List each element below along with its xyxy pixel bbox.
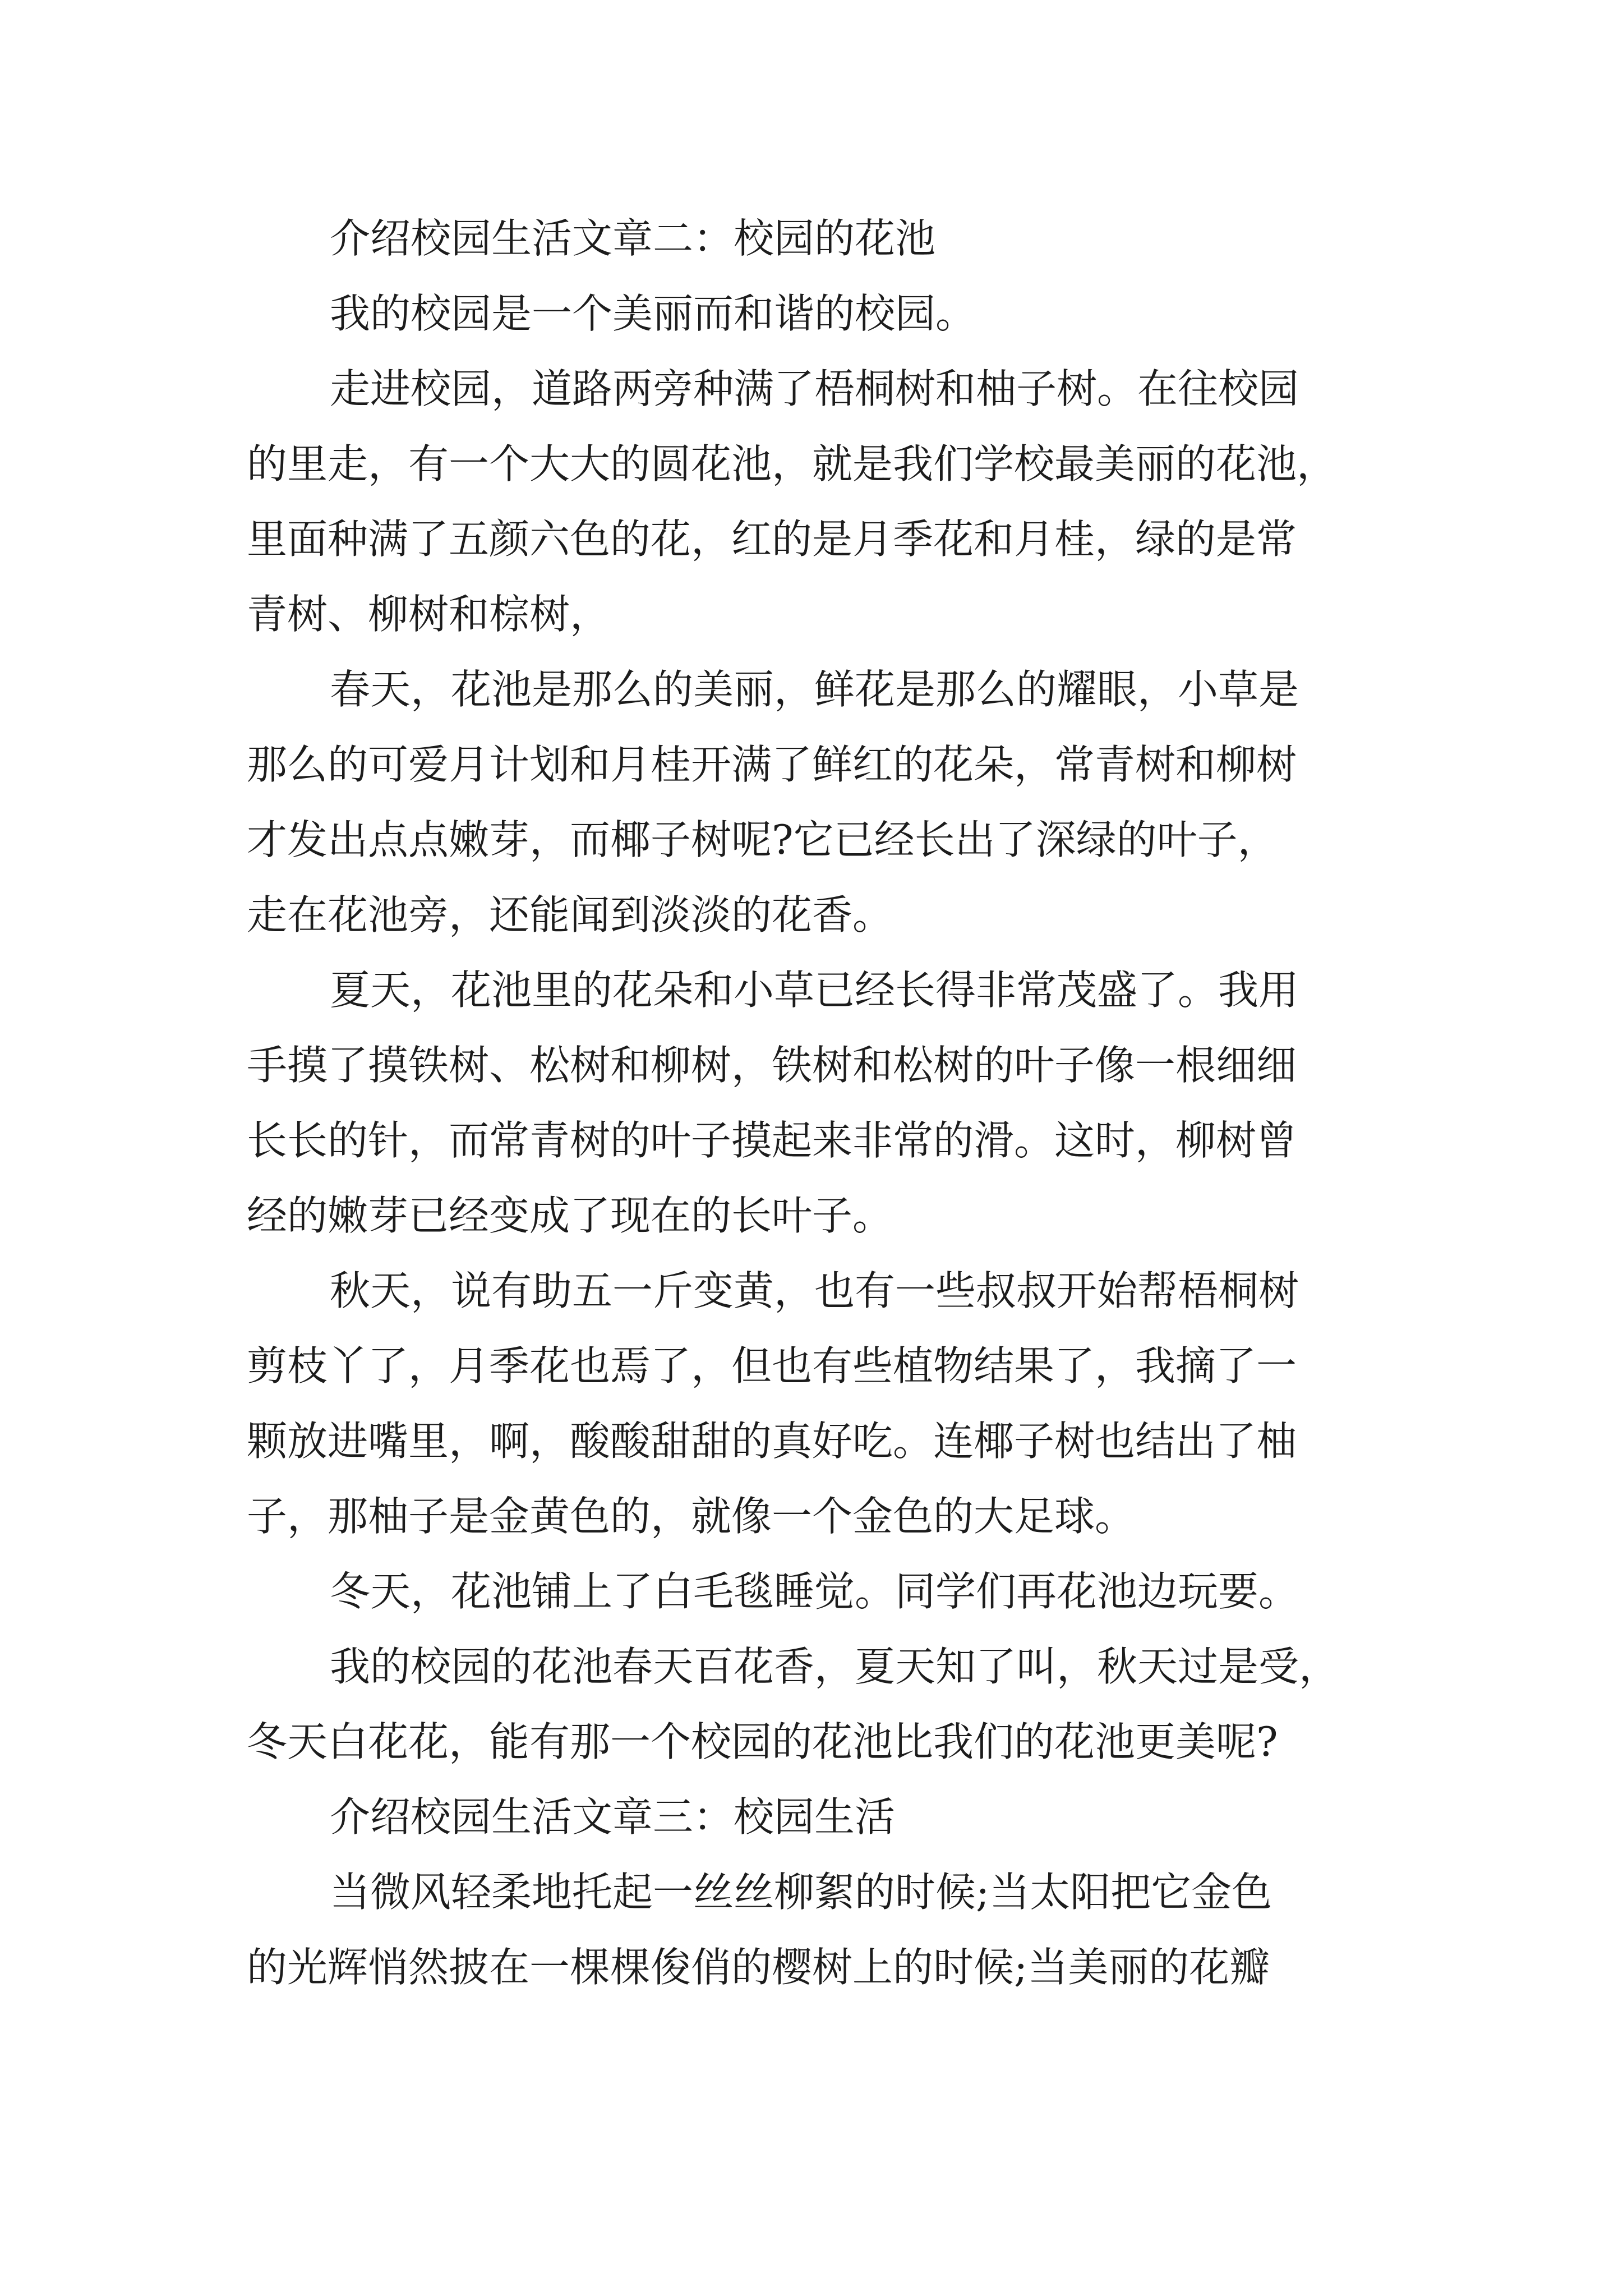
paragraph-line: 冬天白花花，能有那一个校园的花池比我们的花池更美呢? <box>247 1718 1278 1765</box>
paragraph-line: 手摸了摸铁树、松树和柳树，铁树和松树的叶子像一根细细 <box>247 1042 1297 1089</box>
paragraph-line: 春天，花池是那么的美丽，鲜花是那么的耀眼，小草是 <box>330 666 1299 713</box>
paragraph-line: 剪枝丫了，月季花也焉了，但也有些植物结果了，我摘了一 <box>247 1342 1297 1389</box>
paragraph-line: 的里走，有一个大大的圆花池，就是我们学校最美丽的花池， <box>247 440 1338 487</box>
article-heading-3: 介绍校园生活文章三：校园生活 <box>330 1793 896 1841</box>
paragraph-line: 经的嫩芽已经变成了现在的长叶子。 <box>247 1192 893 1239</box>
article-body <box>247 201 1391 2005</box>
paragraph-line: 才发出点点嫩芽，而椰子树呢?它已经长出了深绿的叶子， <box>247 816 1278 863</box>
article-heading-2: 介绍校园生活文章二：校园的花池 <box>330 215 936 262</box>
paragraph-line: 的光辉悄然披在一棵棵俊俏的樱树上的时候;当美丽的花瓣 <box>247 1944 1270 1991</box>
paragraph-line: 秋天，说有助五一斤变黄，也有一些叔叔开始帮梧桐树 <box>330 1267 1299 1314</box>
paragraph-line: 那么的可爱月计划和月桂开满了鲜红的花朵，常青树和柳树 <box>247 741 1297 788</box>
paragraph-line: 我的校园的花池春天百花香，夏天知了叫，秋天过是受， <box>330 1643 1340 1690</box>
paragraph-line: 里面种满了五颜六色的花，红的是月季花和月桂，绿的是常 <box>247 516 1297 563</box>
paragraph-line: 颗放进嘴里，啊，酸酸甜甜的真好吃。连椰子树也结出了柚 <box>247 1418 1297 1465</box>
paragraph-line: 走进校园，道路两旁种满了梧桐树和柚子树。在往校园 <box>330 365 1299 412</box>
paragraph-line: 子，那柚子是金黄色的，就像一个金色的大足球。 <box>247 1493 1136 1540</box>
paragraph-line: 当微风轻柔地托起一丝丝柳絮的时候;当太阳把它金色 <box>330 1869 1272 1916</box>
paragraph-line: 走在花池旁，还能闻到淡淡的花香。 <box>247 891 893 938</box>
paragraph-line: 青树、柳树和棕树， <box>247 591 611 638</box>
paragraph-line: 冬天，花池铺上了白毛毯睡觉。同学们再花池边玩要。 <box>330 1568 1299 1615</box>
paragraph-line: 长长的针，而常青树的叶子摸起来非常的滑。这时，柳树曾 <box>247 1117 1297 1164</box>
paragraph-line: 我的校园是一个美丽而和谐的校园。 <box>330 290 976 337</box>
paragraph-line: 夏天，花池里的花朵和小草已经长得非常茂盛了。我用 <box>330 967 1299 1014</box>
